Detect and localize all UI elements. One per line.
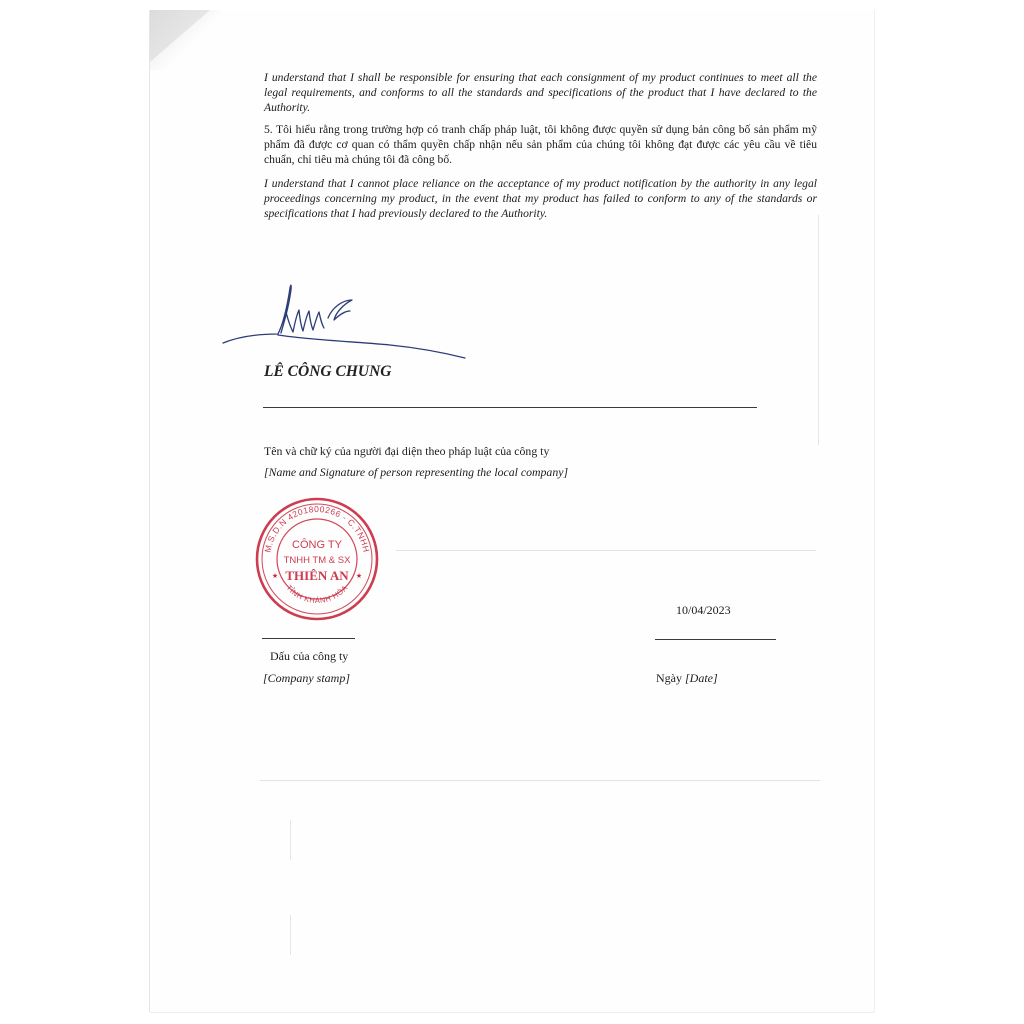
- bleed-through-line: [290, 915, 291, 955]
- paragraph-4-english: I understand that I shall be responsible for ensuring that each consignment of my product continues to meet all the legal requirements, and conforms to all the standards and specifications of the product that I have declared to the Authority.: [264, 71, 817, 114]
- stamp-star-icon: ★: [355, 572, 363, 580]
- stamp-line-3: THIÊN AN: [285, 568, 349, 583]
- signature-rule: [263, 407, 757, 408]
- stamp-rule: [262, 638, 355, 639]
- svg-text:TỈNH KHÁNH HÒA: [285, 583, 350, 605]
- stamp-line-1: CÔNG TY: [292, 539, 342, 551]
- date-label: [656, 671, 718, 686]
- date-label-vietnamese: Ngày: [656, 671, 685, 685]
- bleed-through-line: [290, 820, 291, 860]
- paragraph-5-english: I understand that I cannot place reliance on the acceptance of my product notification by the authority in any legal proceedings concerning my product, in the event that my product has failed to conform to any of the standards or specifications that I had previously declared to the Authority.: [264, 177, 817, 220]
- bleed-through-line: [396, 550, 816, 551]
- signatory-name: LÊ CÔNG CHUNG: [264, 363, 392, 380]
- stamp-label-english: [Company stamp]: [263, 671, 351, 685]
- date-rule: [655, 639, 776, 640]
- company-stamp: [254, 496, 380, 622]
- signature-icon: [220, 278, 480, 368]
- document-page: [150, 10, 874, 1012]
- paragraph-5-vietnamese: 5. Tôi hiểu rằng trong trường hợp có tranh chấp pháp luật, tôi không được quyền sử dụng bản công bố sản phẩm mỹ phẩm đã được cơ quan có thẩm quyền chấp nhận nếu sản phẩm của chúng tôi không đạt được các yêu cầu về tiêu chuẩn, chỉ tiêu mà chúng tôi đã công bố.: [264, 123, 817, 166]
- date-label-english: [Date]: [685, 671, 718, 685]
- bleed-through-line: [260, 780, 820, 781]
- stamp-ring-top: M.S.D.N 4201800266 - C.TNHH: [262, 503, 372, 554]
- stamp-star-icon: ★: [271, 572, 279, 580]
- stamp-ring-bottom: TỈNH KHÁNH HÒA: [284, 583, 350, 606]
- page-fold-shadow: [150, 10, 220, 70]
- date-value: 10/04/2023: [676, 603, 731, 617]
- signature-label-vietnamese: Tên và chữ ký của người đại diện theo pháp luật của công ty: [264, 444, 550, 458]
- stamp-line-2: TNHH TM & SX: [283, 555, 351, 566]
- signature-label-english: [Name and Signature of person representing the local company]: [264, 465, 569, 479]
- stamp-label-vietnamese: Dấu của công ty: [270, 649, 349, 663]
- bleed-through-line: [818, 215, 819, 445]
